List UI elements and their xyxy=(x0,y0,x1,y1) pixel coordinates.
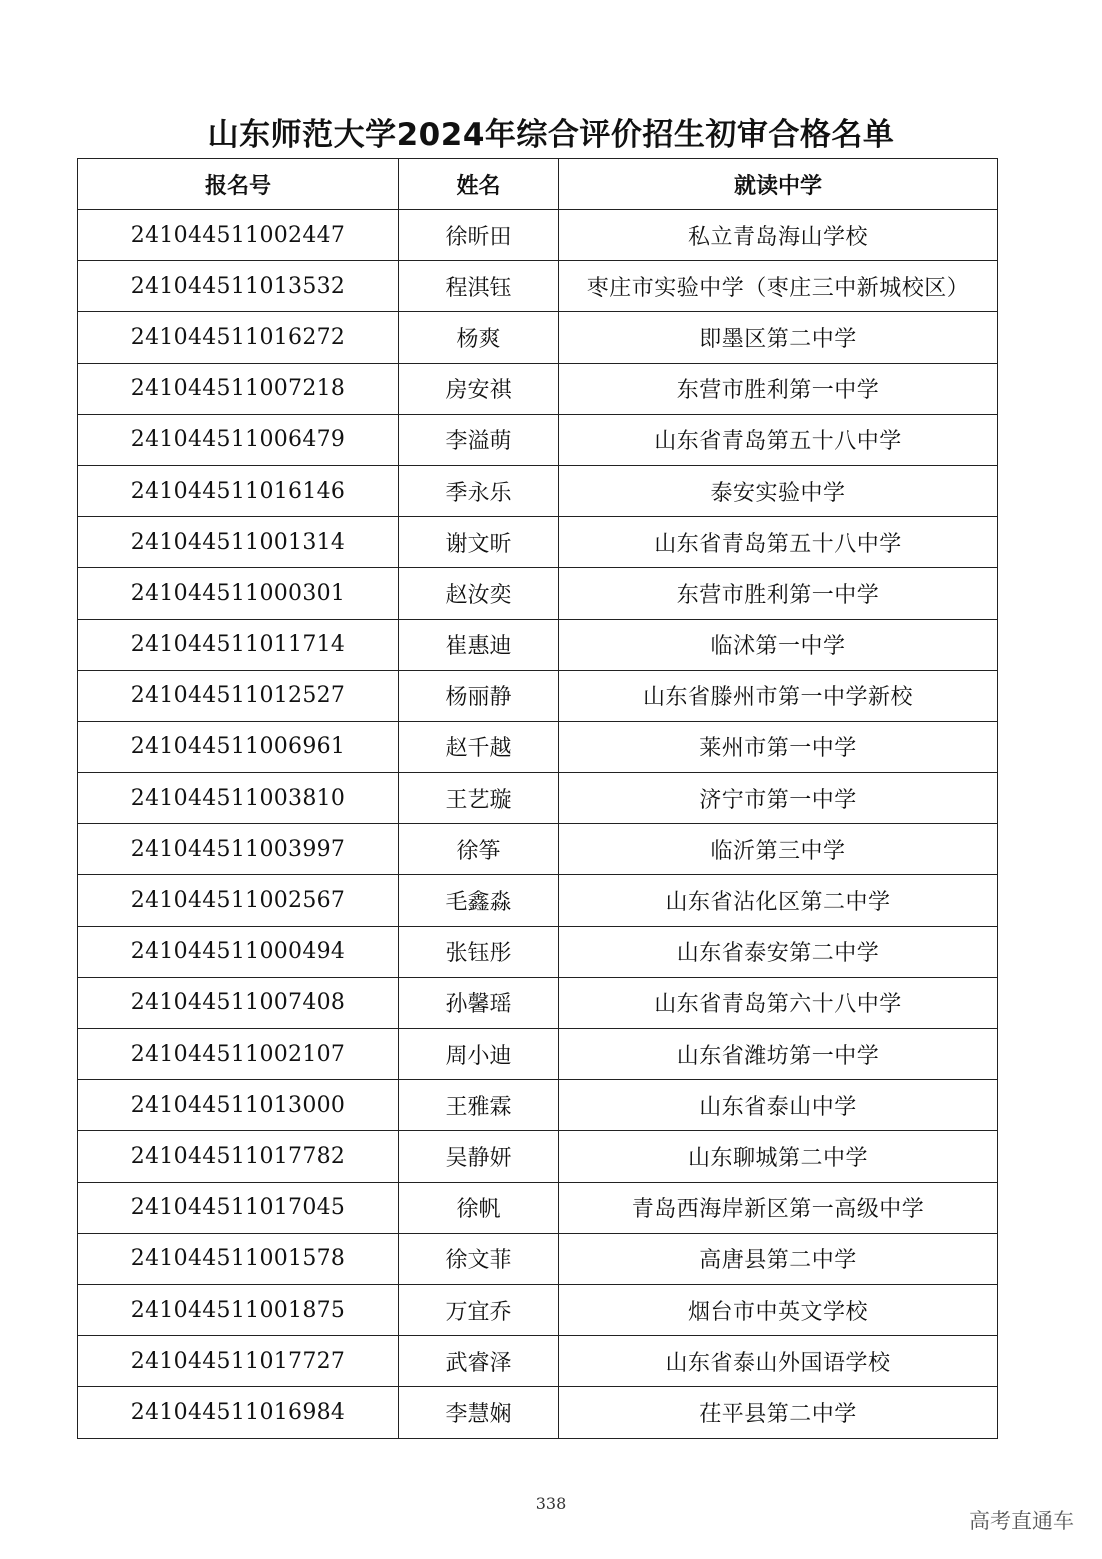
school-cell: 山东省滕州市第一中学新校 xyxy=(559,670,998,721)
table-row xyxy=(78,312,998,363)
student-name-cell: 赵汝奕 xyxy=(399,568,559,619)
school-cell: 山东省泰安第二中学 xyxy=(559,926,998,977)
student-name-cell: 徐筝 xyxy=(399,824,559,875)
candidate-table xyxy=(77,158,998,1439)
school-cell: 临沂第三中学 xyxy=(559,824,998,875)
page-title: 山东师范大学2024年综合评价招生初审合格名单 xyxy=(207,117,895,153)
school-cell: 私立青岛海山学校 xyxy=(559,210,998,261)
registration-number-cell: 241044511011714 xyxy=(78,619,399,670)
registration-number-cell: 241044511016272 xyxy=(78,312,399,363)
school-cell: 山东聊城第二中学 xyxy=(559,1131,998,1182)
table-row xyxy=(78,773,998,824)
table-row xyxy=(78,1284,998,1335)
table-row xyxy=(78,1387,998,1438)
registration-number-cell: 241044511002447 xyxy=(78,210,399,261)
table-row xyxy=(78,1233,998,1284)
table-row xyxy=(78,261,998,312)
registration-number-cell: 241044511013532 xyxy=(78,261,399,312)
student-name-cell: 崔惠迪 xyxy=(399,619,559,670)
table-row xyxy=(78,465,998,516)
school-cell: 即墨区第二中学 xyxy=(559,312,998,363)
table-row xyxy=(78,977,998,1028)
registration-number-cell: 241044511006961 xyxy=(78,721,399,772)
table-row xyxy=(78,926,998,977)
student-name-cell: 徐昕田 xyxy=(399,210,559,261)
table-row xyxy=(78,721,998,772)
student-name-cell: 徐文菲 xyxy=(399,1233,559,1284)
header-school: 就读中学 xyxy=(559,159,998,210)
registration-number-cell: 241044511002107 xyxy=(78,1029,399,1080)
student-name-cell: 杨丽静 xyxy=(399,670,559,721)
registration-number-cell: 241044511001875 xyxy=(78,1284,399,1335)
page-number: 338 xyxy=(535,1494,567,1513)
student-name-cell: 谢文昕 xyxy=(399,517,559,568)
registration-number-cell: 241044511000494 xyxy=(78,926,399,977)
student-name-cell: 吴静妍 xyxy=(399,1131,559,1182)
table-body xyxy=(78,210,998,1439)
registration-number-cell: 241044511002567 xyxy=(78,875,399,926)
student-name-cell: 毛鑫淼 xyxy=(399,875,559,926)
student-name-cell: 房安祺 xyxy=(399,363,559,414)
school-cell: 东营市胜利第一中学 xyxy=(559,568,998,619)
student-name-cell: 杨爽 xyxy=(399,312,559,363)
student-name-cell: 徐帆 xyxy=(399,1182,559,1233)
watermark: 高考直通车 xyxy=(969,1509,1074,1533)
registration-number-cell: 241044511001314 xyxy=(78,517,399,568)
table-row xyxy=(78,414,998,465)
school-cell: 临沭第一中学 xyxy=(559,619,998,670)
student-name-cell: 李溢萌 xyxy=(399,414,559,465)
registration-number-cell: 241044511001578 xyxy=(78,1233,399,1284)
table-header-row xyxy=(78,159,998,210)
table-row xyxy=(78,363,998,414)
table-row xyxy=(78,619,998,670)
header-name: 姓名 xyxy=(399,159,559,210)
table-row xyxy=(78,210,998,261)
registration-number-cell: 241044511013000 xyxy=(78,1080,399,1131)
student-name-cell: 赵千越 xyxy=(399,721,559,772)
registration-number-cell: 241044511012527 xyxy=(78,670,399,721)
registration-number-cell: 241044511016146 xyxy=(78,465,399,516)
registration-number-cell: 241044511017782 xyxy=(78,1131,399,1182)
student-name-cell: 程淇钰 xyxy=(399,261,559,312)
registration-number-cell: 241044511003810 xyxy=(78,773,399,824)
school-cell: 高唐县第二中学 xyxy=(559,1233,998,1284)
table-row xyxy=(78,1131,998,1182)
school-cell: 山东省潍坊第一中学 xyxy=(559,1029,998,1080)
school-cell: 山东省沾化区第二中学 xyxy=(559,875,998,926)
table-row xyxy=(78,517,998,568)
table-row xyxy=(78,670,998,721)
school-cell: 青岛西海岸新区第一高级中学 xyxy=(559,1182,998,1233)
header-registration-number: 报名号 xyxy=(78,159,399,210)
student-name-cell: 周小迪 xyxy=(399,1029,559,1080)
school-cell: 济宁市第一中学 xyxy=(559,773,998,824)
school-cell: 山东省青岛第五十八中学 xyxy=(559,414,998,465)
table-row xyxy=(78,1080,998,1131)
student-name-cell: 孙馨瑶 xyxy=(399,977,559,1028)
school-cell: 山东省泰山中学 xyxy=(559,1080,998,1131)
table-row xyxy=(78,824,998,875)
table-row xyxy=(78,568,998,619)
student-name-cell: 张钰彤 xyxy=(399,926,559,977)
registration-number-cell: 241044511006479 xyxy=(78,414,399,465)
registration-number-cell: 241044511003997 xyxy=(78,824,399,875)
school-cell: 烟台市中英文学校 xyxy=(559,1284,998,1335)
registration-number-cell: 241044511017727 xyxy=(78,1336,399,1387)
school-cell: 莱州市第一中学 xyxy=(559,721,998,772)
registration-number-cell: 241044511017045 xyxy=(78,1182,399,1233)
school-cell: 东营市胜利第一中学 xyxy=(559,363,998,414)
school-cell: 山东省泰山外国语学校 xyxy=(559,1336,998,1387)
student-name-cell: 武睿泽 xyxy=(399,1336,559,1387)
student-name-cell: 季永乐 xyxy=(399,465,559,516)
registration-number-cell: 241044511007408 xyxy=(78,977,399,1028)
registration-number-cell: 241044511000301 xyxy=(78,568,399,619)
school-cell: 山东省青岛第五十八中学 xyxy=(559,517,998,568)
registration-number-cell: 241044511016984 xyxy=(78,1387,399,1438)
table-row xyxy=(78,1336,998,1387)
student-name-cell: 王雅霖 xyxy=(399,1080,559,1131)
table-row xyxy=(78,1029,998,1080)
registration-number-cell: 241044511007218 xyxy=(78,363,399,414)
student-name-cell: 李慧娴 xyxy=(399,1387,559,1438)
school-cell: 茌平县第二中学 xyxy=(559,1387,998,1438)
student-name-cell: 万宜乔 xyxy=(399,1284,559,1335)
school-cell: 山东省青岛第六十八中学 xyxy=(559,977,998,1028)
student-name-cell: 王艺璇 xyxy=(399,773,559,824)
table-row xyxy=(78,1182,998,1233)
school-cell: 泰安实验中学 xyxy=(559,465,998,516)
table-row xyxy=(78,875,998,926)
school-cell: 枣庄市实验中学（枣庄三中新城校区） xyxy=(559,261,998,312)
